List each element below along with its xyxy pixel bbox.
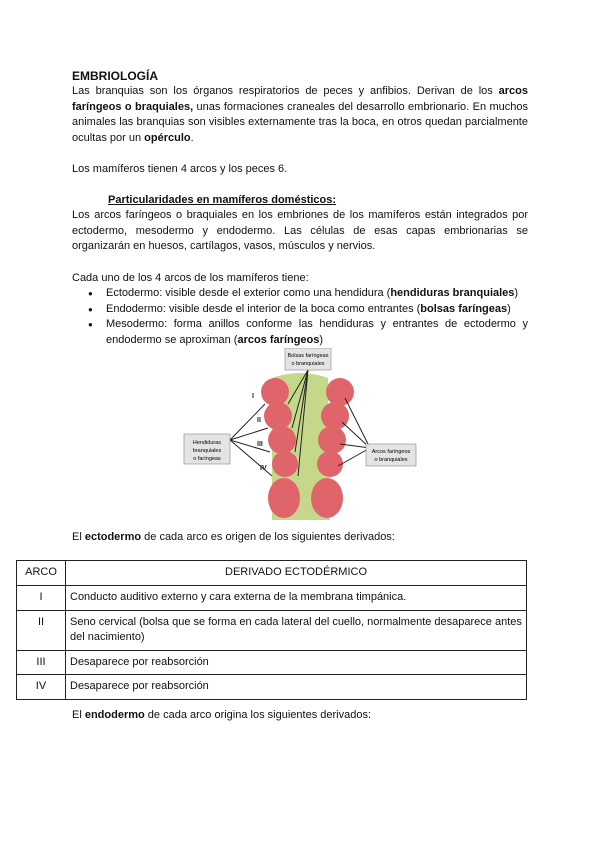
label-right: [366, 444, 416, 466]
col-header-derivado: DERIVADO ECTODÉRMICO: [66, 561, 527, 586]
list-item: ● Endodermo: visible desde el interior de la boca como entrantes (bolsas faríngeas): [106, 302, 528, 318]
table-row: III Desaparece por reabsorción: [17, 650, 527, 675]
svg-text:branquiales: branquiales: [192, 448, 222, 454]
svg-text:II: II: [257, 417, 261, 424]
svg-text:o branquiales: o branquiales: [374, 457, 408, 463]
page-title: EMBRIOLOGÍA: [72, 69, 158, 83]
table-row: I Conducto auditivo externo y cara externa de la membrana timpánica.: [17, 586, 527, 611]
table-row: IV Desaparece por reabsorción: [17, 675, 527, 700]
table-row: II Seno cervical (bolsa que se forma en cada lateral del cuello, normalmente desaparece antes del nacimiento): [17, 610, 527, 650]
document-body: [72, 69, 528, 348]
layer-list: [72, 286, 528, 348]
endoderm-intro: El endodermo de cada arco origina los siguientes derivados:: [72, 709, 371, 721]
pharyngeal-arches-figure: [180, 348, 420, 520]
svg-text:I: I: [252, 393, 254, 400]
svg-text:o branquiales: o branquiales: [291, 361, 325, 367]
col-header-arco: ARCO: [17, 561, 66, 586]
svg-text:III: III: [257, 441, 263, 448]
section-subtitle: Particularidades en mamíferos domésticos:: [108, 193, 337, 206]
mammal-paragraph: Los arcos faríngeos o braquiales en los embriones de los mamíferos están integrados por ectodermo, mesodermo y endodermo. Las células de esas capas embrionarias se organizarán en huesos, cartílagos, vasos, músculos y nervios.: [72, 209, 528, 252]
intro-paragraph: Las branquias son los órganos respiratorios de peces y anfibios. Derivan de los arcos faríngeos o braquiales, unas formaciones craneales del desarrollo embrionario. En muchos animales las branquias son visibles externamente tras la boca, en otros quedan parcialmente ocultas por un opérculo.: [72, 85, 528, 144]
ectoderm-table: [16, 560, 527, 700]
table-header-row: [17, 561, 527, 586]
svg-text:o faríngeas: o faríngeas: [193, 456, 221, 462]
arches-intro: Cada uno de los 4 arcos de los mamíferos tiene:: [72, 271, 309, 284]
svg-text:Bolsas faríngeas: Bolsas faríngeas: [287, 353, 329, 359]
ectoderm-intro: El ectodermo de cada arco es origen de los siguientes derivados:: [72, 531, 395, 543]
svg-text:Arcos faríngeos: Arcos faríngeos: [371, 449, 411, 455]
arch-count-paragraph: Los mamíferos tienen 4 arcos y los peces 6.: [72, 163, 288, 175]
label-left: [184, 434, 230, 464]
label-top: [285, 348, 331, 370]
list-item: ● Ectodermo: visible desde el exterior como una hendidura (hendiduras branquiales): [106, 286, 528, 302]
list-item: ● Mesodermo: forma anillos conforme las hendiduras y entrantes de ectodermo y endodermo se aproximan (arcos faríngeos): [106, 317, 528, 348]
svg-text:Hendiduras: Hendiduras: [192, 440, 222, 446]
svg-text:IV: IV: [260, 465, 267, 472]
